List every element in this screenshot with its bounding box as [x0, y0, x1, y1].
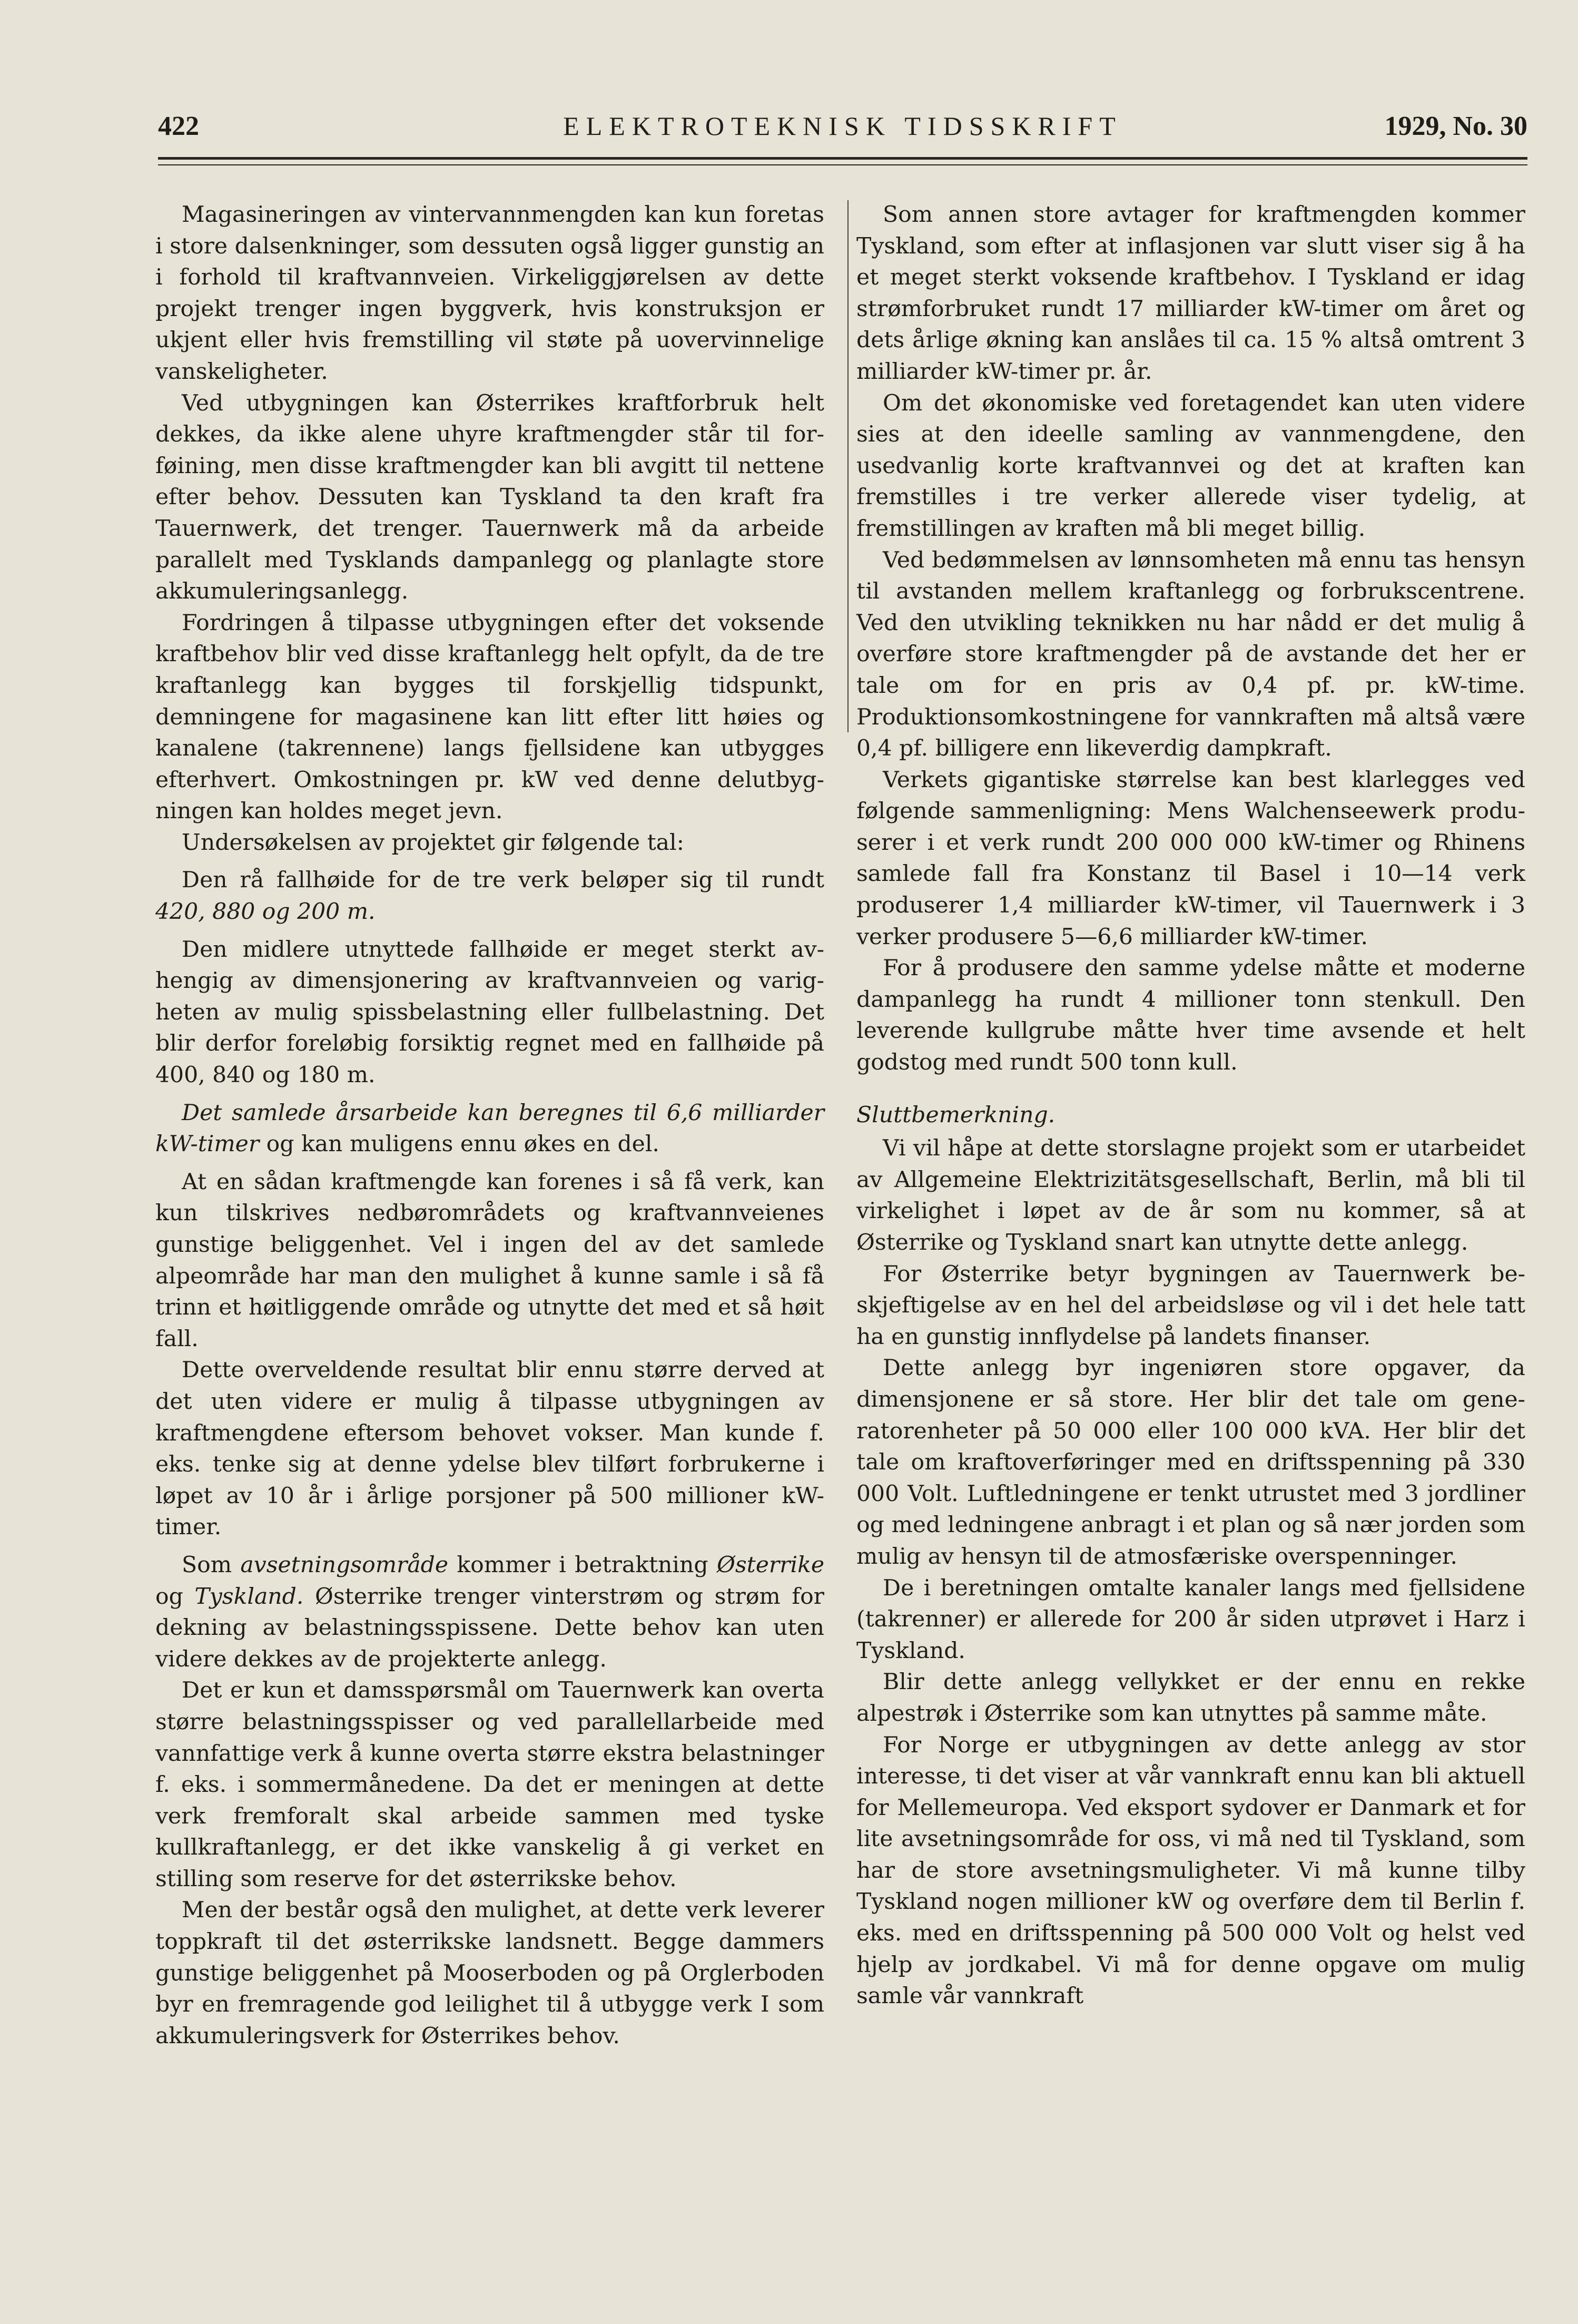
paragraph [856, 953, 1525, 1078]
text-run: og kan muligens ennu økes en del. [259, 1131, 659, 1158]
emphasis-text: Tyskland. [194, 1583, 304, 1610]
paragraph [856, 1730, 1525, 2012]
text-run: Som [182, 1552, 241, 1578]
emphasis-text: Østerrike [716, 1552, 824, 1578]
text-run: Fordringen å tilpasse utbygningen efter det voksende kraftbehov blir ved disse kraftanlegg helt opfylt, da de tre kraftanlegg kan bygges til forskjellig tidspunkt, demningene for magasinene kan litt efter litt høies og kanalene (takrennene) langs fjellsidene kan utbygges efterhvert. Omkostningen pr. kW ved denne delutbygningen kan holdes meget jevn. [155, 610, 824, 825]
text-run: Østerrike trenger vinterstrøm og strøm for dekning av belastningsspissene. Dette behov kan uten videre dekkes av de projekterte anlegg. [155, 1583, 824, 1672]
paragraph [856, 764, 1525, 953]
page-number: 422 [158, 111, 199, 141]
text-run: Men der består også den mulighet, at dette verk leverer toppkraft til det østerrikske landsnett. Begge dammers gunstige beliggenhet på Mooserboden og på Orglerboden byr en fremragende god leilighet til å utbygge verk I som akkumuleringsverk for Østerrikes behov. [155, 1897, 824, 2049]
text-run: kommer i betraktning [448, 1552, 717, 1578]
paragraph [155, 827, 824, 859]
left-column [155, 199, 824, 2052]
paragraph [155, 1097, 824, 1160]
paragraph [155, 388, 824, 607]
text-run: At en sådan kraftmengde kan forenes i så få verk, kan kun tilskrives nedbørområdets og kraftvannveienes gunstige beliggenhet. Vel i ingen del av det samlede alpeområde har man den mulighet å kunne samle i så få trinn et høitliggende område og utnytte det med et så høit fall. [155, 1169, 824, 1352]
emphasis-text: Det samlede årsarbeide kan beregnes til 6,6 milliarder kW-timer [155, 1100, 824, 1158]
paragraph [155, 607, 824, 827]
text-run: Verkets gigantiske størrelse kan best klarlegges ved følgende sammenligning: Mens Walchenseewerk produserer i et verk rundt 200 000 000 kW-timer og Rhinens samlede fall fra Konstanz til Basel i 10—14 verk produserer 1,4 milliarder kW-timer, vil Tauernwerk i 3 verker produsere 5—6,6 milliarder kW-timer. [856, 767, 1525, 950]
text-run: Dette overveldende resultat blir ennu større derved at det uten videre er mulig å tilpasse utbygningen av kraftmengdene eftersom behovet vokser. Man kunde f. eks. tenke sig at denne ydelse blev tilført forbrukerne i løpet av 10 år i årlige porsjoner på 500 millioner kW-timer. [155, 1357, 824, 1541]
paragraph [856, 1666, 1525, 1729]
column-separator [847, 200, 849, 732]
text-run: Den rå fallhøide for de tre verk beløper sig til rundt [182, 867, 824, 894]
paragraph [155, 1166, 824, 1355]
paragraph [155, 934, 824, 1091]
text-run: Magasineringen av vintervannmengden kan kun foretas i store dalsenkninger, som dessuten også ligger gunstig an i forhold til kraftvannveien. Virkeliggjørelsen av dette projekt trenger ingen byggverk, hvis konstruksjon er ukjent eller hvis fremstilling vil støte på uovervinnelige vanskeligheter. [155, 202, 824, 385]
emphasis-text: avsetningsområde [240, 1552, 449, 1578]
text-run: Ved utbygningen kan Østerrikes kraftforbruk helt dekkes, da ikke alene uhyre kraftmengder står til forføining, men disse kraftmengder kan bli avgitt til nettene efter behov. Dessuten kan Tyskland ta den kraft fra Tauernwerk, det trenger. Tauernwerk må da arbeide parallelt med Tysklands dampanlegg og planlagte store akkumuleringsanlegg. [155, 390, 824, 605]
paragraph [856, 199, 1525, 388]
text-run: Som annen store avtager for kraftmengden kommer Tyskland, som efter at inflasjonen var slutt viser sig å ha et meget sterkt voksende kraftbehov. I Tyskland er idag strømforbruket rundt 17 milliarder kW-timer om året og dets årlige økning kan anslåes til ca. 15 % altså omtrent 3 milliarder kW-timer pr. år. [856, 202, 1525, 385]
text-run: Den midlere utnyttede fallhøide er meget sterkt avhengig av dimensjonering av kraftvannveien og varigheten av mulig spissbelastning eller fullbelastning. Det blir derfor foreløbig forsiktig regnet med en fallhøide på 400, 840 og 180 m. [155, 936, 824, 1089]
header-rule-thick [158, 157, 1527, 160]
paragraph [856, 545, 1525, 764]
paragraph [856, 1352, 1525, 1572]
text-run: Vi vil håpe at dette storslagne projekt som er utarbeidet av Allgemeine Elektrizitätsgesellschaft, Berlin, må bli til virkelighet i løpet av de år som nu kommer, så at Østerrike og Tyskland snart kan utnytte dette anlegg. [856, 1135, 1525, 1256]
section-heading: Sluttbemerkning. [856, 1102, 1056, 1128]
header-rule-thin [158, 164, 1527, 165]
text-run: For Østerrike betyr bygningen av Tauernwerk beskjeftigelse av en hel del arbeidsløse og vil i det hele tatt ha en gunstig innflydelse på landets finanser. [856, 1261, 1525, 1350]
journal-title: ELEKTROTEKNISK TIDSSKRIFT [563, 111, 1122, 141]
text-run: For Norge er utbygningen av dette anlegg av stor interesse, ti det viser at vår vannkraft ennu kan bli aktuell for Mellemeuropa. Ved eksport sydover er Danmark et for lite avsetningsområde for oss, vi må ned til Tyskland, som har de store avsetningsmuligheter. Vi må kunne tilby Tyskland nogen millioner kW og overføre dem til Berlin f. eks. med en driftsspenning på 500 000 Volt og helst ved hjelp av jordkabel. Vi må for denne opgave om mulig samle vår vannkraft [856, 1732, 1525, 2009]
right-column [856, 199, 1525, 2012]
text-run: og [155, 1583, 195, 1610]
paragraph [856, 1259, 1525, 1353]
paragraph [155, 1895, 824, 2052]
text-run: De i beretningen omtalte kanaler langs med fjellsidene (takrenner) er allerede for 200 år siden utprøvet i Harz i Tyskland. [856, 1575, 1525, 1664]
paragraph [155, 1550, 824, 1675]
paragraph [155, 199, 824, 388]
paragraph [155, 1355, 824, 1543]
text-run: Blir dette anlegg vellykket er der ennu en rekke alpestrøk i Østerrike som kan utnyttes på samme måte. [856, 1669, 1525, 1727]
text-run: Om det økonomiske ved foretagendet kan uten videre sies at den ideelle samling av vannmengdene, den usedvanlig korte kraftvannvei og det at kraften kan fremstilles i tre verker allerede viser tydelig, at fremstillingen av kraften må bli meget billig. [856, 390, 1525, 542]
paragraph [856, 1573, 1525, 1667]
paragraph [155, 865, 824, 927]
text-run: Undersøkelsen av projektet gir følgende tal: [182, 829, 684, 856]
text-run: For å produsere den samme ydelse måtte et moderne dampanlegg ha rundt 4 millioner tonn stenkull. Den leverende kullgrube måtte hver time avsende et helt godstog med rundt 500 tonn kull. [856, 955, 1525, 1076]
text-run: Dette anlegg byr ingeniøren store opgaver, da dimensjonene er så store. Her blir det tale om generatorenheter på 50 000 eller 100 000 kVA. Her blir det tale om kraftoverføringer med en driftsspenning på 330 000 Volt. Luftledningene er tenkt utrustet med 3 jordliner og med ledningene anbragt i et plan og så nær jorden som mulig av hensyn til de atmosfæriske overspenninger. [856, 1355, 1525, 1570]
running-header [158, 111, 1527, 148]
paragraph [856, 388, 1525, 545]
issue-number: 1929, No. 30 [1384, 111, 1527, 141]
text-run: Det er kun et damsspørsmål om Tauernwerk kan overta større belastningsspisser og ved parallellarbeide med vannfattige verk å kunne overta større ekstra belastninger f. eks. i sommermånedene. Da det er meningen at dette verk fremforalt skal arbeide sammen med tyske kullkraftanlegg, er det ikke vanskelig å gi verket en stilling som reserve for det østerrikske behov. [155, 1678, 824, 1892]
paragraph [155, 1675, 824, 1895]
text-run: Ved bedømmelsen av lønnsomheten må ennu tas hensyn til avstanden mellem kraftanlegg og forbrukscentrene. Ved den utvikling teknikken nu har nådd er det mulig å overføre store kraftmengder på de avstande det her er tale om for en pris av 0,4 pf. pr. kW-time. Produktionsomkostningene for vannkraften må altså være 0,4 pf. billigere enn likeverdig dampkraft. [856, 547, 1525, 762]
paragraph [856, 1133, 1525, 1258]
emphasis-text: 420, 880 og 200 m. [155, 899, 376, 925]
